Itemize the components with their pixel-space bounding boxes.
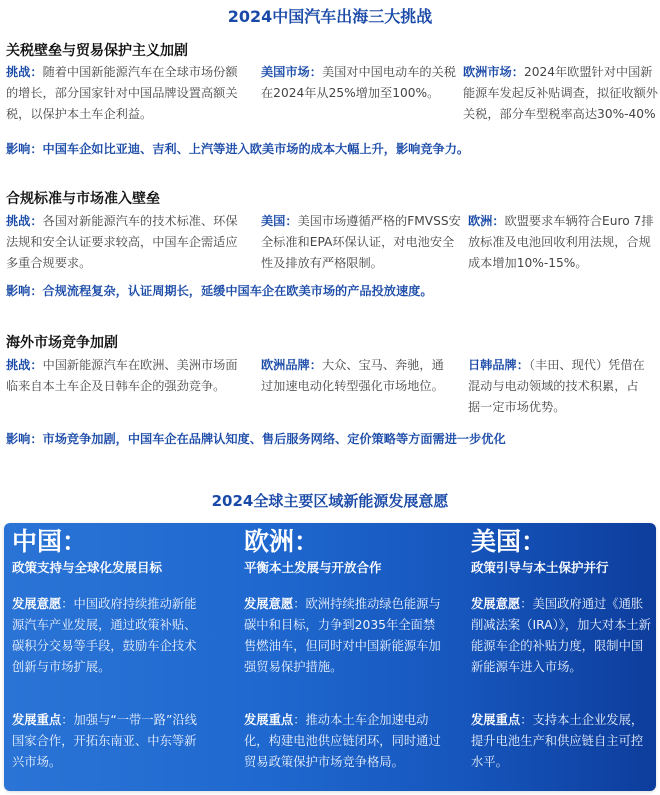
section-heading-competition: 海外市场竞争加剧 <box>6 335 118 351</box>
challenge-text: 挑战：各国对新能源汽车的技术标准、环保法规和安全认证要求较高，中国车企需适应多重合规要求。 <box>6 214 238 270</box>
development-will: 发展意愿：美国政府通过《通胀削减法案（IRA）》，加大对本土新能源车企的补贴力度，限制中国新能源车进入市场。 <box>471 597 651 674</box>
impact-text: 影响：市场竞争加剧，中国车企在品牌认知度、售后服务网络、定价策略等方面需进一步优化 <box>6 432 506 446</box>
development-focus: 发展重点：支持本土企业发展，提升电池生产和供应链自主可控水平。 <box>471 713 644 769</box>
challenge-text: 挑战：中国新能源汽车在欧洲、美洲市场面临来自本土车企及日韩车企的强劲竞争。 <box>6 358 238 393</box>
development-focus: 发展重点：推动本土车企加速电动化，构建电池供应链闭环，同时通过贸易政策保护市场竞争格局。 <box>244 713 441 769</box>
section-heading-compliance: 合规标准与市场准入壁垒 <box>6 191 160 207</box>
region-tagline: 平衡本土发展与开放合作 <box>244 560 382 575</box>
section-title-regions: 2024全球主要区域新能源发展意愿 <box>211 492 449 510</box>
us-text: 美国：美国市场遵循严格的FMVSS安全标准和EPA环保认证，对电池安全性及排放有严格限制。 <box>261 214 461 270</box>
region-tagline: 政策引导与本土保护并行 <box>471 560 609 575</box>
region-name: 中国： <box>12 527 88 556</box>
impact-text: 影响：合规流程复杂，认证周期长，延缓中国车企在欧美市场的产品投放速度。 <box>6 284 433 298</box>
region-europe <box>244 523 459 769</box>
jp-kr-brands-text: 日韩品牌：（丰田、现代）凭借在混动与电动领域的技术积累，占据一定市场优势。 <box>468 358 645 414</box>
region-china <box>12 523 227 769</box>
impact-text: 影响：中国车企如比亚迪、吉利、上汽等进入欧美市场的成本大幅上升，影响竞争力。 <box>6 142 470 156</box>
label: 挑战 <box>6 65 31 79</box>
section-heading-tariff: 关税壁垒与贸易保护主义加剧 <box>6 43 188 59</box>
regions-panel <box>4 523 656 791</box>
development-focus: 发展重点：加强与“一带一路”沿线国家合作，开拓东南亚、中东等新兴市场。 <box>12 713 197 769</box>
development-will: 发展意愿：欧洲持续推动绿色能源与碳中和目标，力争到2035年全面禁售燃油车，但同时对中国新能源车加强贸易保护措施。 <box>244 597 441 674</box>
development-will: 发展意愿：中国政府持续推动新能源汽车产业发展，通过政策补贴、碳积分交易等手段，鼓励车企技术创新与市场扩展。 <box>12 597 197 674</box>
region-name: 欧洲： <box>244 527 320 556</box>
page-title: 2024中国汽车出海三大挑战 <box>227 7 433 26</box>
us-market-text: 美国市场：美国对中国电动车的关税在2024年从25%增加至100%。 <box>261 65 456 100</box>
challenge-text: 挑战：随着中国新能源汽车在全球市场份额的增长，部分国家针对中国品牌设置高额关税，以保护本土车企利益。 <box>6 65 238 121</box>
region-usa <box>471 523 656 769</box>
eu-brands-text: 欧洲品牌：大众、宝马、奔驰，通过加速电动化转型强化市场地位。 <box>261 358 444 393</box>
eu-market-text: 欧洲市场：2024年欧盟针对中国新能源车发起反补贴调查，拟征收额外关税，部分车型税率高达30%-40% <box>463 65 658 121</box>
eu-text: 欧洲：欧盟要求车辆符合Euro 7排放标准及电池回收利用法规，合规成本增加10%-15%。 <box>468 214 654 270</box>
region-tagline: 政策支持与全球化发展目标 <box>12 560 163 575</box>
region-name: 美国： <box>471 527 547 556</box>
